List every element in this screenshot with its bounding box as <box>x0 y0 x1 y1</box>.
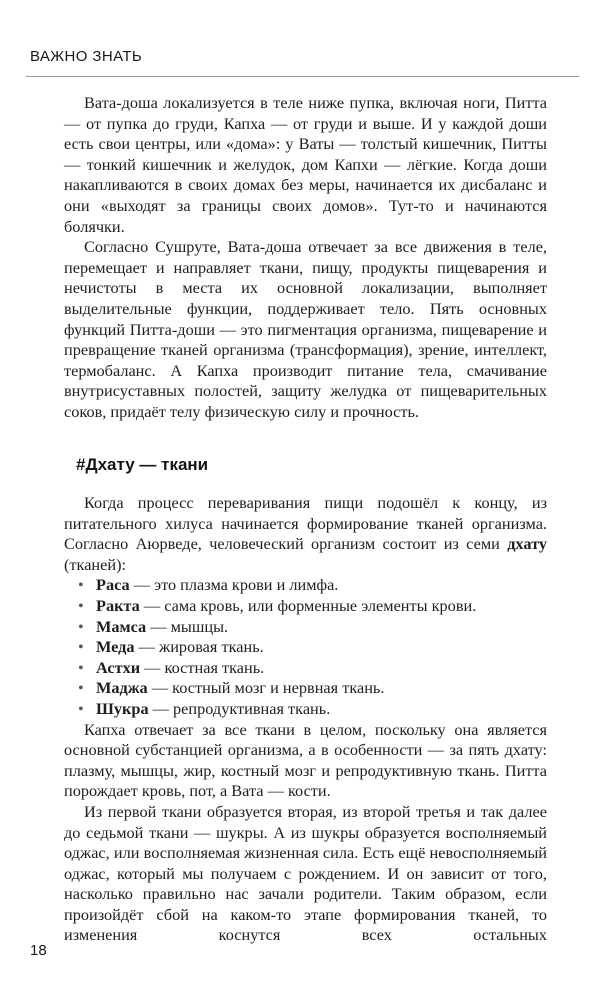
list-item <box>78 617 547 638</box>
bullet-icon: • <box>78 637 84 657</box>
paragraph-dosha-localization: Вата-доша локализуется в теле ниже пупка, включая ноги, Питта — от пупка до груди, Капха — от груди и выше. И у каждой доши есть свои центры, или «дома»: у Ваты — толстый кишечник, Питты — тонкий кишечник и желудок, дом Капхи — лёгкие. Когда доши накапливаются в своих домах без меры, начинается их дисбаланс и они «выходят за границы своих домов». Тут-то и начинаются болячки. <box>64 93 547 236</box>
intro-text-end: (тканей): <box>64 554 127 574</box>
section-heading: #Дхату — ткани <box>76 455 209 474</box>
tissue-term: Раса <box>96 575 130 595</box>
paragraph-ojas: Из первой ткани образуется вторая, из второй третья и так далее до седьмой ткани — шукры. А из шукры образуется восполняемый оджас, или восполняемая жизненная сила. Есть ещё невосполняемый оджас, который мы получаем с рождением. И он зависит от того, насколько правильно нас зачали родители. Таким образом, если произойдёт сбой на каком-то этапе формирования тканей, то изменения коснутся всех остальных <box>64 801 547 945</box>
header-rule <box>26 76 579 77</box>
tissue-term: Меда <box>96 637 135 657</box>
paragraph-dosha-functions: Согласно Сушруте, Вата-доша отвечает за все движения в теле, перемещает и направляет ткани, пищу, продукты пищеварения и нечистоты в места их основной локализации, выполняет выделительные функции, поддерживает тело. Пять основных функций Питта-доши — это пигментация организма, пищеварение и превращение тканей организма (трансформация), зрение, интеллект, термобаланс. А Капха производит питание тела, смачивание внутрисуставных полостей, защиту желудка от пищеварительных соков, придаёт телу физическую силу и прочность. <box>64 237 547 421</box>
tissue-description: — костный мозг и нервная ткань. <box>147 678 385 698</box>
tissue-term: Мамса <box>96 616 147 636</box>
paragraph-dhatu-intro <box>64 493 547 575</box>
bullet-icon: • <box>78 616 84 636</box>
tissue-description: — репродуктивная ткань. <box>148 698 331 718</box>
tissues-list <box>64 575 547 719</box>
bullet-icon: • <box>78 698 84 718</box>
running-head: ВАЖНО ЗНАТЬ <box>30 48 143 65</box>
term-dhatu: дхату <box>507 534 547 554</box>
tissue-description: — это плазма крови и лимфа. <box>129 575 339 595</box>
bullet-icon: • <box>78 595 84 615</box>
tissue-term: Ракта <box>96 595 140 615</box>
bullet-icon: • <box>78 678 84 698</box>
tissue-description: — мышцы. <box>146 616 229 636</box>
tissue-term: Астхи <box>96 657 141 677</box>
tissue-description: — жировая ткань. <box>134 637 264 657</box>
tissue-description: — сама кровь, или форменные элементы крови. <box>139 595 477 615</box>
paragraph-kapha-tissues: Капха отвечает за все ткани в целом, поскольку она является основной субстанцией организма, а в особенности — за пять дхату: плазму, мышцы, жир, костный мозг и репродуктивную ткань. Питта порождает кровь, пот, а Вата — кости. <box>64 719 547 801</box>
list-item <box>78 596 547 617</box>
dhatu-text-block <box>64 493 547 946</box>
page-number: 18 <box>30 942 47 959</box>
list-item <box>78 678 547 699</box>
list-item <box>78 637 547 658</box>
bullet-icon: • <box>78 575 84 595</box>
intro-text-start: Когда процесс переваривания пищи подошёл к концу, из питательного хилуса начинается формирование тканей организма. Согласно Аюрведе, человеческий организм состоит из семи <box>64 493 547 554</box>
tissue-description: — костная ткань. <box>140 657 265 677</box>
list-item <box>78 658 547 679</box>
list-item <box>78 575 547 596</box>
tissue-term: Маджа <box>96 678 148 698</box>
doshas-text-block <box>64 93 547 423</box>
tissue-term: Шукра <box>96 698 149 718</box>
bullet-icon: • <box>78 657 84 677</box>
list-item <box>78 699 547 720</box>
